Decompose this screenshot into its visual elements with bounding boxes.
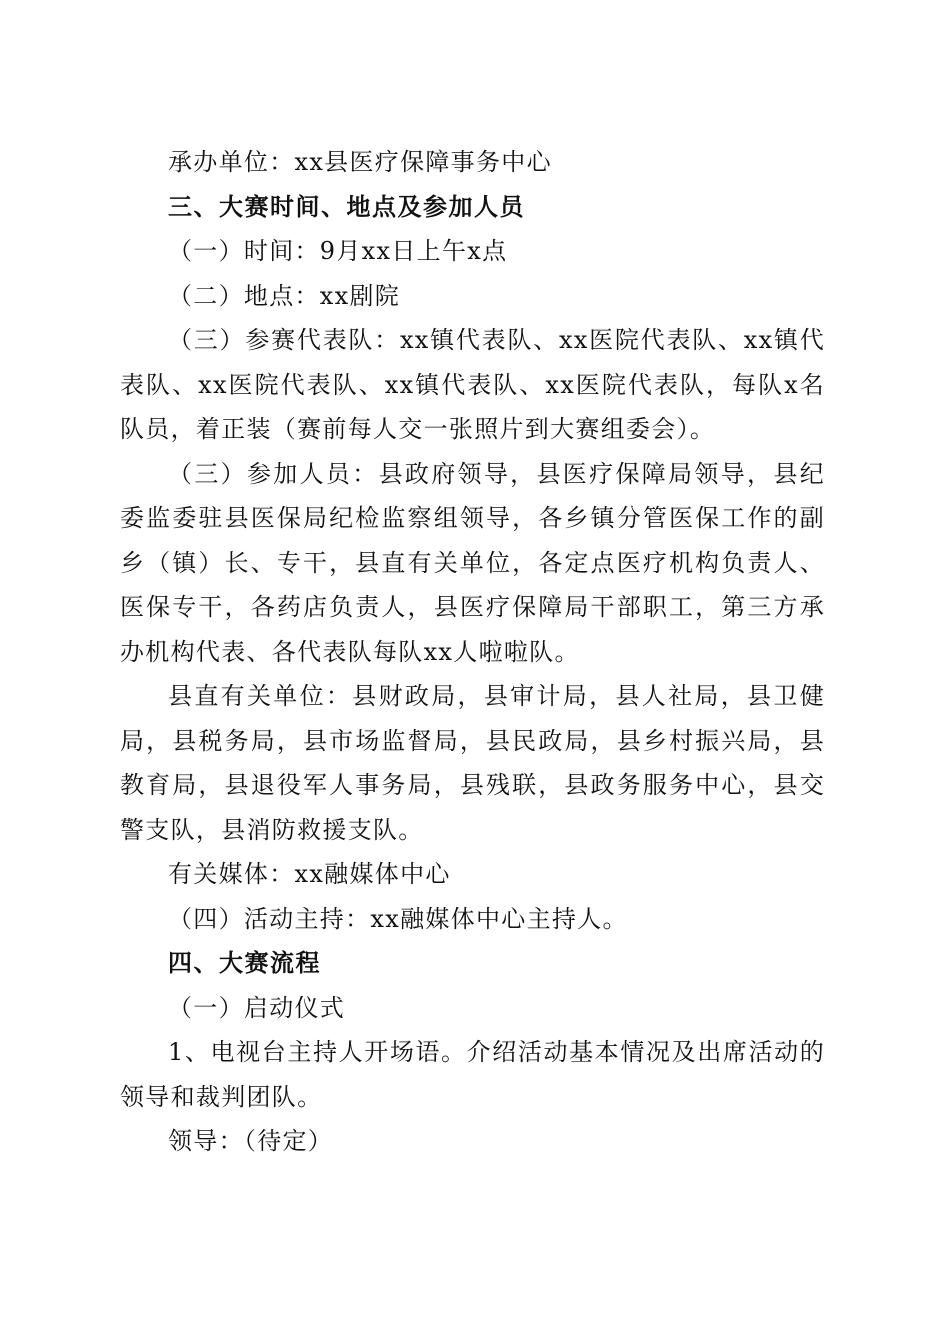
event-location: （二）地点：xx剧院 bbox=[168, 281, 401, 310]
document-body bbox=[120, 140, 825, 1164]
attending-personnel: （三）参加人员：县政府领导，县医疗保障局领导，县纪委监委驻县医保局纪检监察组领导，各乡镇分管医保工作的副乡（镇）长、专干，县直有关单位，各定点医疗机构负责人、医保专干，各药店负责人，县医疗保障局干部职工，第三方承办机构代表、各代表队每队xx人啦啦队。 bbox=[120, 459, 825, 666]
competing-teams: （三）参赛代表队：xx镇代表队、xx医院代表队、xx镇代表队、xx医院代表队、xx镇代表队、xx医院代表队，每队x名队员，着正装（赛前每人交一张照片到大赛组委会）。 bbox=[120, 326, 825, 443]
leaders-line: 领导：（待定） bbox=[168, 1127, 334, 1155]
opening-remarks-item: 1、电视台主持人开场语。介绍活动基本情况及出席活动的领导和裁判团队。 bbox=[120, 1038, 825, 1111]
media-line: 有关媒体：xx融媒体中心 bbox=[168, 860, 451, 888]
event-time: （一）时间：9月xx日上午x点 bbox=[168, 237, 508, 265]
event-host: （四）活动主持：xx融媒体中心主持人。 bbox=[168, 904, 628, 933]
county-units-list: 县直有关单位：县财政局，县审计局，县人社局，县卫健局，县税务局，县市场监督局，县民政局，县乡村振兴局，县教育局，县退役军人事务局，县残联，县政务服务中心，县交警支队，县消防救援支队。 bbox=[120, 682, 825, 844]
section-heading-competition-process: 四、大赛流程 bbox=[168, 949, 321, 977]
section-heading-time-place-participants: 三、大赛时间、地点及参加人员 bbox=[168, 192, 525, 221]
subsection-opening-ceremony: （一）启动仪式 bbox=[168, 993, 346, 1022]
organizer-line: 承办单位：xx县医疗保障事务中心 bbox=[168, 148, 552, 176]
